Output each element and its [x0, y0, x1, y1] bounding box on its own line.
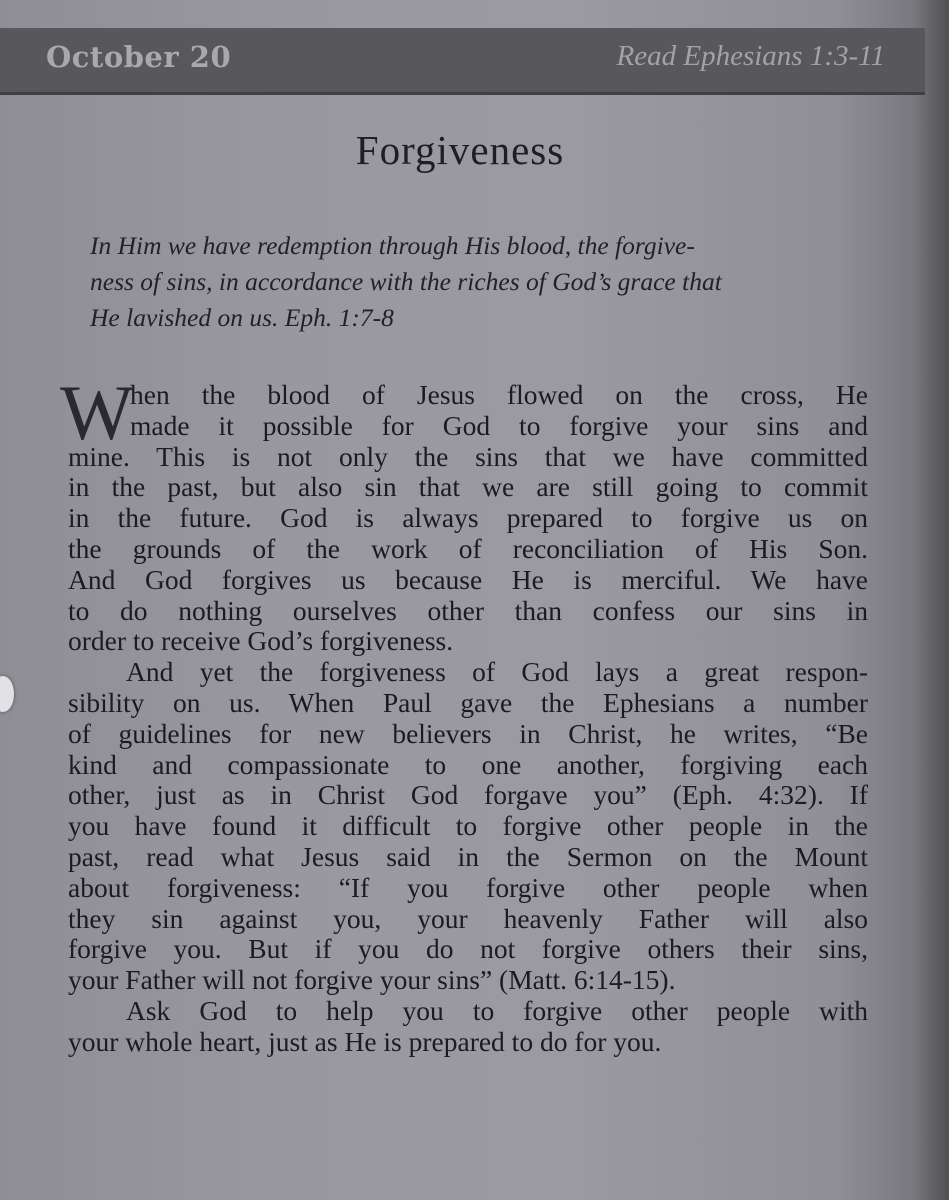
body-line: kind and compassionate to one another, forgiving each	[68, 748, 868, 780]
verse-line: ness of sins, in accordance with the riches of God’s grace that	[90, 267, 722, 296]
header-date: October 20	[46, 40, 232, 74]
body-line: mine. This is not only the sins that we have committed	[68, 440, 868, 472]
body-line: your whole heart, just as He is prepared to do for you.	[68, 1025, 662, 1057]
header-reading-reference: Read Ephesians 1:3-11	[616, 40, 885, 72]
body-line: you have found it difficult to forgive other people in the	[68, 810, 868, 842]
page-tab-marker	[0, 676, 14, 712]
body-line: in the past, but also sin that we are still going to commit	[68, 471, 868, 503]
body-line: they sin against you, your heavenly Father will also	[68, 902, 868, 934]
body-line: forgive you. But if you do not forgive others their sins,	[68, 933, 868, 965]
paragraph-2	[68, 657, 868, 996]
page-title: Forgiveness	[355, 127, 565, 173]
body-line: other, just as in Christ God forgave you” (Eph. 4:32). If	[68, 779, 868, 811]
page-shadow	[913, 0, 949, 1200]
page-header	[0, 28, 925, 95]
body-line: made it possible for God to forgive your sins and	[130, 409, 868, 441]
body-line: to do nothing ourselves other than confess our sins in	[68, 594, 868, 626]
body-line: the grounds of the work of reconciliation of His Son.	[68, 532, 868, 564]
body-line: And yet the forgiveness of God lays a great respon-	[126, 656, 868, 688]
body-line: Ask God to help you to forgive other people with	[126, 994, 868, 1026]
body-line: in the future. God is always prepared to forgive us on	[68, 502, 868, 534]
body-line: sibility on us. When Paul gave the Ephesians a number	[68, 686, 868, 718]
body-line: about forgiveness: “If you forgive other people when	[68, 871, 868, 903]
verse-line: In Him we have redemption through His blood, the forgive-	[90, 231, 695, 260]
body-line: And God forgives us because He is merciful. We have	[68, 563, 868, 595]
scripture-verse	[90, 228, 850, 336]
body-line: hen the blood of Jesus flowed on the cross, He	[130, 379, 868, 410]
devotional-body	[60, 369, 868, 1058]
body-line: of guidelines for new believers in Christ, he writes, “Be	[68, 717, 868, 749]
verse-line: He lavished on us. Eph. 1:7-8	[90, 303, 394, 332]
paragraph-3	[68, 996, 868, 1058]
body-line: order to receive God’s forgiveness.	[68, 625, 454, 657]
body-line: your Father will not forgive your sins” (Matt. 6:14-15).	[68, 964, 676, 996]
paragraph-1	[68, 380, 868, 657]
body-line: past, read what Jesus said in the Sermon on the Mount	[68, 840, 868, 872]
drop-cap: W	[60, 369, 134, 456]
